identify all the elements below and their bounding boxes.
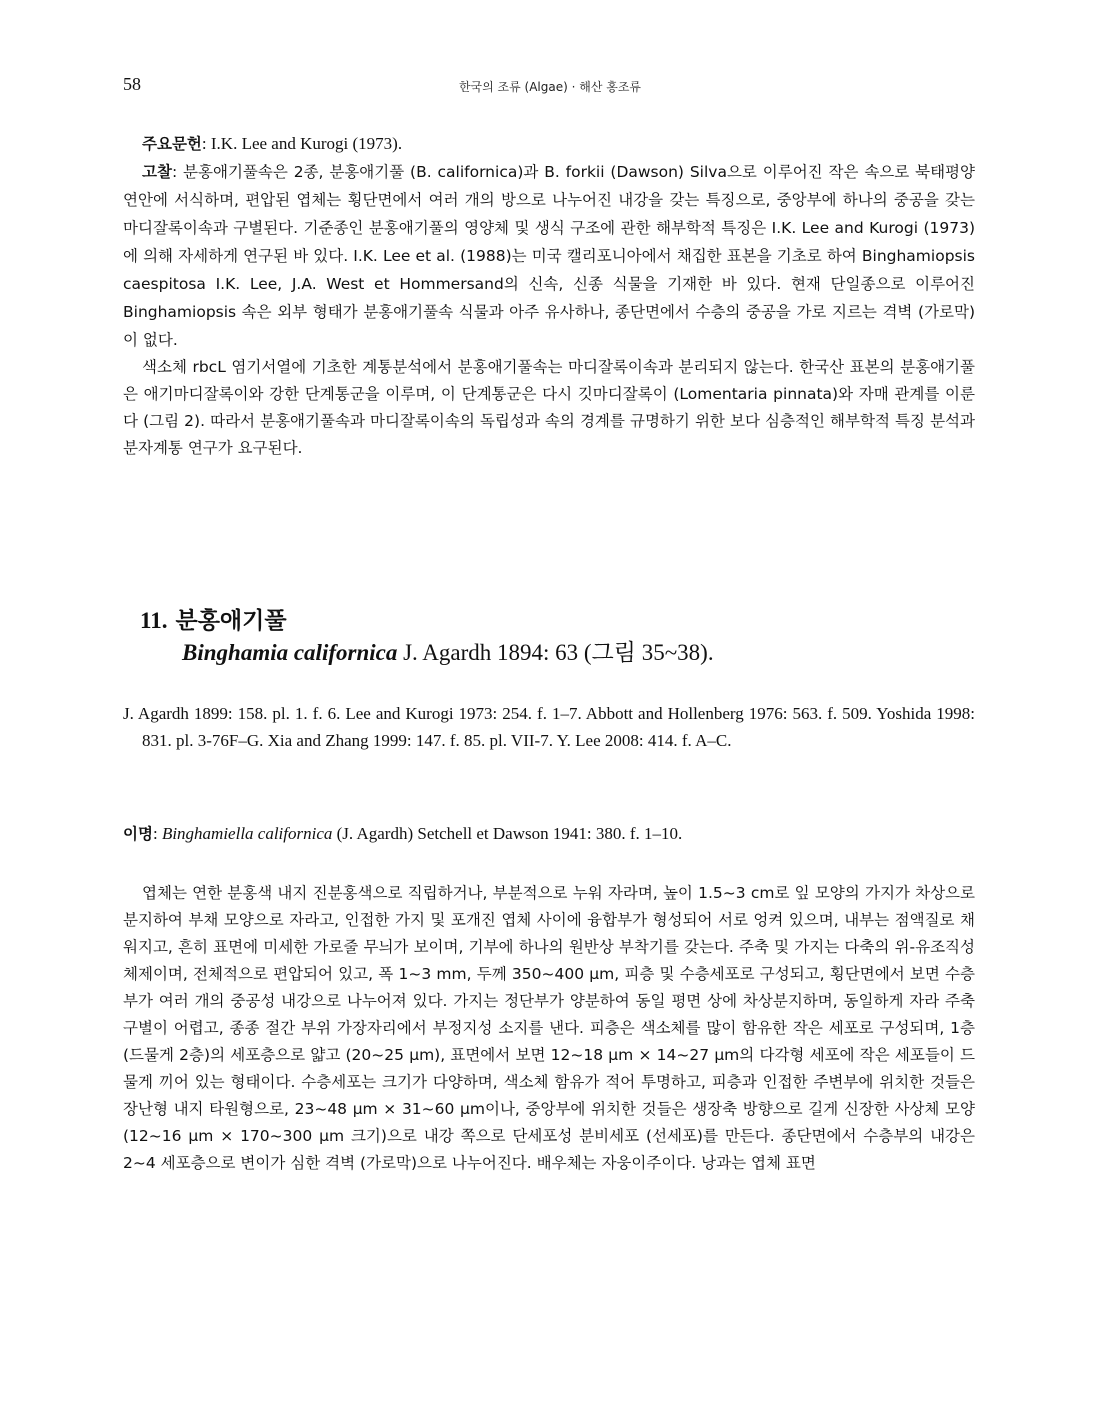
discussion-label: 고찰	[142, 163, 172, 181]
synonym-authority: (J. Agardh) Setchell et Dawson 1941: 380. f. 1–10.	[332, 824, 683, 843]
species-description: 엽체는 연한 분홍색 내지 진분홍색으로 직립하거나, 부분적으로 누워 자라며, 높이 1.5~3 cm로 잎 모양의 가지가 차상으로 분지하여 부채 모양으로 자라고, 인접한 가지 및 포개진 엽체 사이에 융합부가 형성되어 서로 엉켜 있으며, 내부는 점액질로 채워지고, 흔히 표면에 미세한 가로줄 무늬가 보이며, 기부에 하나의 원반상 부착기를 갖는다. 주축 및 가지는 다축의 위-유조직성 체제이며, 전체적으로 편압되어 있고, 폭 1~3 mm, 두께 350~400 μm, 피층 및 수층세포로 구성되고, 횡단면에서 보면 수층부가 여러 개의 중공성 내강으로 나누어져 있다. 가지는 정단부가 양분하여 동일 평면 상에 차상분지하며, 동일하게 자라 주축 구별이 어렵고, 종종 절간 부위 가장자리에서 부정지성 소지를 낸다. 피층은 색소체를 많이 함유한 작은 세포로 구성되며, 1층 (드물게 2층)의 세포층으로 얇고 (20~25 μm), 표면에서 보면 12~18 μm × 14~27 μm의 다각형 세포에 작은 세포들이 드물게 끼어 있는 형태이다. 수층세포는 크기가 다양하며, 색소체 함유가 적어 투명하고, 피층과 인접한 주변부에 위치한 것들은 장난형 내지 타원형으로, 23~48 μm × 31~60 μm이나, 중앙부에 위치한 것들은 생장축 방향으로 길게 신장한 사상체 모양 (12~16 μm × 170~300 μm 크기)으로 내강 쪽으로 단세포성 분비세포 (선세포)를 만든다. 종단면에서 수층부의 내강은 2~4 세포층으로 변이가 심한 격벽 (가로막)으로 나누어진다. 배우체는 자웅이주이다. 낭과는 엽체 표면	[123, 884, 975, 1172]
page-number: 58	[123, 74, 141, 94]
species-scientific-name: Binghamia californica	[182, 640, 398, 665]
synonym-name: Binghamiella californica	[161, 824, 333, 843]
synonym-line: 이명: Binghamiella californica (J. Agardh) Setchell et Dawson 1941: 380. f. 1–10.	[123, 824, 683, 843]
references-text: : I.K. Lee and Kurogi (1973).	[201, 134, 403, 153]
discussion-text-1: : 분홍애기풀속은 2종, 분홍애기풀 (B. californica)과 B. forkii (Dawson) Silva으로 이루어진 작은 속으로 북태평양 연안에 서식하며, 편압된 엽체는 횡단면에서 여러 개의 방으로 나누어진 내강을 갖는 특징으로, 중앙부에 하나의 중공을 갖는 마디잘록이속과 구별된다. 기준종인 분홍애기풀의 영양체 및 생식 구조에 관한 해부학적 특징은 I.K. Lee and Kurogi (1973)에 의해 자세하게 연구된 바 있다. I.K. Lee et al. (1988)는 미국 캘리포니아에서 채집한 표본을 기초로 하여 Binghamiopsis caespitosa I.K. Lee, J.A. West et Hommersand의 신속, 신종 식물을 기재한 바 있다. 현재 단일종으로 이루어진 Binghamiopsis 속은 외부 형태가 분홍애기풀속 식물과 아주 유사하나, 종단면에서 수층의 중공을 가로 지르는 격벽 (가로막)이 없다.	[123, 163, 975, 349]
species-authority: J. Agardh 1894: 63 (그림 35~38).	[403, 640, 714, 665]
species-korean-name: 분홍애기풀	[175, 608, 287, 634]
synonym-label: 이명	[123, 825, 153, 843]
synonym-block	[123, 820, 975, 848]
references-paragraph	[123, 130, 975, 158]
discussion-section	[123, 130, 975, 462]
species-citations: J. Agardh 1899: 158. pl. 1. f. 6. Lee and Kurogi 1973: 254. f. 1–7. Abbott and Hollenberg 1976: 563. f. 509. Yoshida 1998: 831. pl. 3-76F–G. Xia and Zhang 1999: 147. f. 85. pl. VII-7. Y. Lee 2008: 414. f. A–C.	[123, 704, 975, 750]
species-title	[182, 637, 714, 669]
description-block	[123, 880, 975, 1177]
citations-block	[123, 700, 975, 754]
references-label: 주요문헌	[142, 135, 202, 153]
running-title: 한국의 조류 (Algae) · 해산 홍조류	[458, 80, 642, 94]
discussion-paragraph-2: 색소체 rbcL 염기서열에 기초한 계통분석에서 분홍애기풀속는 마디잘록이속과 분리되지 않는다. 한국산 표본의 분홍애기풀은 애기마디잘록이와 강한 단계통군을 이루며, 이 단계통군은 다시 깃마디잘록이 (Lomentaria pinnata)와 자매 관계를 이룬다 (그림 2). 따라서 분홍애기풀속과 마디잘록이속의 독립성과 속의 경계를 규명하기 위한 보다 심층적인 해부학적 특징 분석과 분자계통 연구가 요구된다.	[123, 358, 975, 457]
species-heading	[140, 605, 287, 637]
species-number: 11.	[140, 608, 168, 633]
discussion-paragraph-1	[123, 158, 975, 354]
